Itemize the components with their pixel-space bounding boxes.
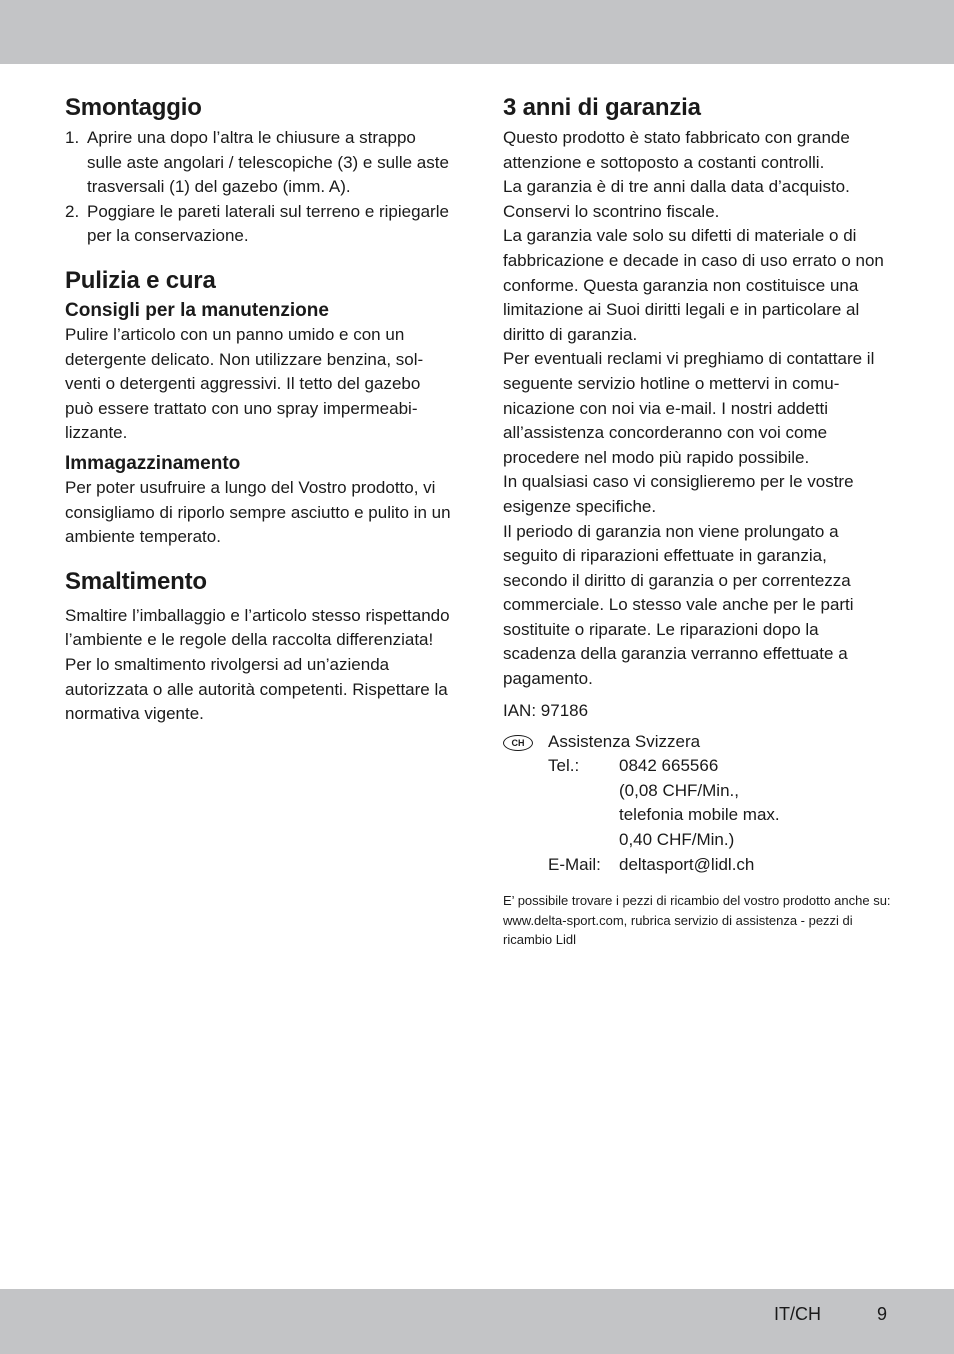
tel-number: 0842 665566 <box>619 756 719 776</box>
right-column <box>503 90 893 950</box>
spare-parts-note: E’ possibile trovare i pezzi di ricambio del vostro prodotto anche su: www.delta-sport.com, rubrica servizio di assistenza - pezzi di ricambio Lidl <box>503 893 891 948</box>
paragraph-manutenzione: Pulire l’articolo con un panno umido e con un detergente delicato. Non utilizzare benzina, solventi o detergenti aggressivi. Il tetto del gazebo può essere trattato con uno spray impermeabilizzante. <box>65 324 424 443</box>
step-item <box>65 126 453 200</box>
section-title-pulizia: Pulizia e cura <box>65 266 216 294</box>
ch-country-icon: CH <box>503 735 533 751</box>
step-item <box>65 200 453 249</box>
tel-note-row <box>548 803 893 828</box>
step-text: Aprire una dopo l’altra le chiusure a strappo sulle aste angolari / telescopiche (3) e sulle aste trasversali (1) del gazebo (imm. A). <box>87 128 449 197</box>
paragraph-garanzia: La garanzia vale solo su difetti di materiale o di fabbricazione e decade in caso di uso errato o non conforme. Questa garanzia non costituisce una limitazione ai Suoi diritti legali e in particolare al diritto di garanzia. <box>503 226 884 344</box>
page-number: 9 <box>877 1304 888 1324</box>
section-title-smontaggio: Smontaggio <box>65 94 202 121</box>
ian-code: IAN: 97186 <box>503 700 589 720</box>
left-column <box>65 90 453 727</box>
paragraph-smaltimento: Smaltire l’imballaggio e l’articolo stesso rispettando l’ambiente e le regole della raccolta differenziata! Per lo smaltimento rivolgersi ad un’azienda autorizzata o alle autorità competenti. Rispettare la normativa vigente. <box>65 605 450 724</box>
subheading-manutenzione: Consigli per la manutenzione <box>65 299 329 321</box>
email-label: E-Mail: <box>548 854 601 874</box>
step-number: 2. <box>65 201 80 221</box>
contact-block <box>503 730 893 878</box>
spacer <box>548 779 619 804</box>
tel-note-row <box>548 828 893 853</box>
section-title-garanzia: 3 anni di garanzia <box>503 94 701 121</box>
spacer <box>548 803 619 828</box>
paragraph-garanzia: Questo prodotto è stato fabbricato con grande attenzione e sottoposto a costanti controlli. <box>503 128 850 172</box>
tel-note-row <box>548 779 893 804</box>
paragraph-garanzia: In qualsiasi caso vi consiglieremo per le vostre esigenze specifiche. <box>503 472 854 516</box>
steps-list <box>65 126 453 249</box>
footer-language: IT/CH <box>774 1304 821 1324</box>
paragraph-garanzia: Per eventuali reclami vi preghiamo di contattare il seguente servizio hotline o mettervi in comunicazione con noi via e-mail. I nostri addetti all’assistenza concorderanno con voi come procedere nel modo più rapido possibile. <box>503 349 875 467</box>
tel-label: Tel.: <box>548 756 580 776</box>
section-title-smaltimento: Smaltimento <box>65 567 207 595</box>
service-name: Assistenza Svizzera <box>548 731 701 751</box>
paragraph-garanzia: La garanzia è di tre anni dalla data d’acquisto. Conservi lo scontrino fiscale. <box>503 177 850 221</box>
step-text: Poggiare le pareti laterali sul terreno e ripiegarle per la conservazione. <box>87 201 449 246</box>
spacer <box>548 828 619 853</box>
paragraph-garanzia: Il periodo di garanzia non viene prolungato a seguito di riparazioni effettuate in garanzia, secondo il diritto di garanzia o per correntezza commerciale. Lo stesso vale anche per le parti sostituite o riparate. Le riparazioni dopo la scadenza della garanzia verranno effettuate a pagamento. <box>503 521 854 689</box>
email-row <box>548 853 893 878</box>
paragraph-immagazzinamento: Per poter usufruire a lungo del Vostro prodotto, vi consigliamo di riporlo sempre asciutto e pulito in un ambiente temperato. <box>65 477 451 547</box>
tel-note: telefonia mobile max. <box>619 805 780 825</box>
tel-row <box>548 754 893 779</box>
tel-note: (0,08 CHF/Min., <box>619 780 739 800</box>
email-address: deltasport@lidl.ch <box>619 854 755 874</box>
step-number: 1. <box>65 128 80 147</box>
tel-note: 0,40 CHF/Min.) <box>619 830 735 850</box>
subheading-immagazzinamento: Immagazzinamento <box>65 452 241 474</box>
header-band <box>0 0 954 64</box>
